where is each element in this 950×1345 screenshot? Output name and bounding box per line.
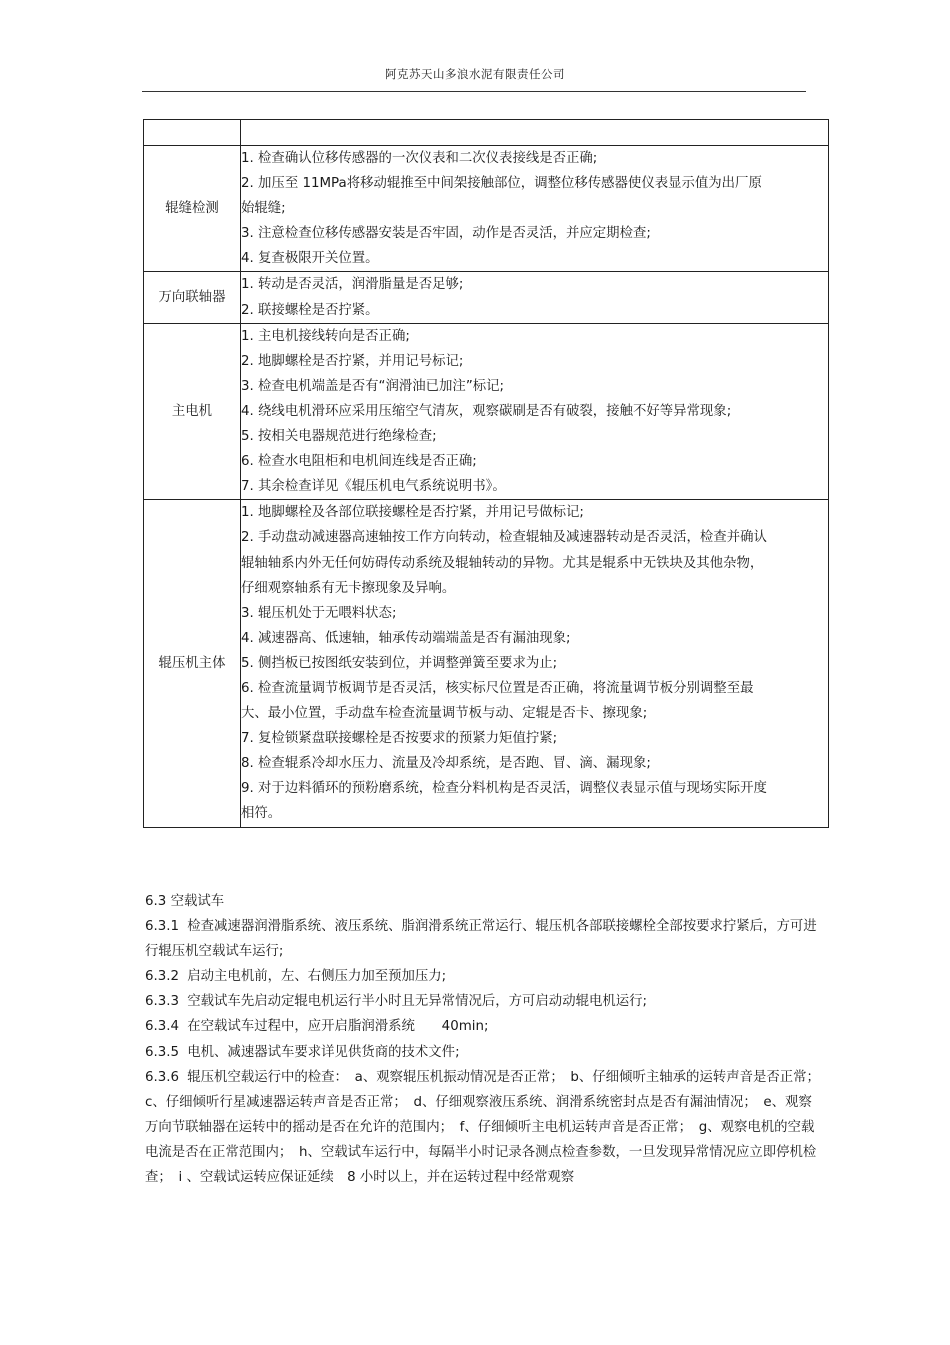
paragraph [145,989,825,1014]
list-item: 1. 检查确认位移传感器的一次仪表和二次仪表接线是否正确; [241,151,598,166]
table-row [144,146,829,272]
list-item: 3. 辊压机处于无喂料状态; [241,605,397,621]
paragraph-number: 6.3.6 [145,1069,180,1085]
list-item: 7. 复检锁紧盘联接螺栓是否按要求的预紧力矩值拧紧; [241,731,558,747]
paragraph-number: 6.3.2 [145,969,180,985]
paragraph-number: 6.3.5 [145,1044,180,1060]
list-item: 6. 检查水电阻柜和电机间连线是否正确; [241,454,477,470]
section-title: 空载试车 [170,894,225,909]
paragraph-number: 6.3.3 [145,994,180,1010]
list-item: 9. 对于边料循环的预粉磨系统，检查分料机构是否灵活，调整仪表显示值与现场实际开度相符。 [241,781,767,822]
list-item: 2. 手动盘动减速器高速轴按工作方向转动，检查辊轴及减速器转动是否灵活，检查并确认辊轴轴系内外无任何妨碍传动系统及辊轴转动的异物。尤其是辊系中无铁块及其他杂物，仔细观察轴系有无卡擦现象及异响。 [241,530,767,596]
list-item: 7. 其余检查详见《辊压机电气系统说明书》。 [241,479,506,495]
paragraph [145,1040,825,1065]
list-item: 2. 地脚螺栓是否拧紧，并用记号标记; [241,353,464,369]
list-item: 2. 联接螺栓是否拧紧。 [241,302,379,318]
inspection-table [143,119,829,828]
list-item: 3. 注意检查位移传感器安装是否牢固，动作是否灵活，并应定期检查; [241,226,651,242]
list-item: 4. 减速器高、低速轴，轴承传动端端盖是否有漏油现象; [241,630,571,646]
list-item: 1. 转动是否灵活，润滑脂量是否足够; [241,277,464,293]
section-heading [145,889,825,914]
paragraph-text: 电机、减速器试车要求详见供货商的技术文件; [187,1044,460,1060]
row-name: 主电机 [144,323,241,500]
paragraph-number: 6.3.4 [145,1019,180,1035]
header-rule [142,91,806,92]
paragraph [145,914,825,964]
blank-cell [241,120,829,146]
paragraph-text: 空载试车先启动定辊电机运行半小时且无异常情况后，方可启动动辊电机运行; [187,994,648,1010]
paragraph [145,1014,825,1039]
row-items [241,146,829,272]
section-no-load-test [145,889,825,1190]
paragraph [145,964,825,989]
row-items [241,500,829,827]
paragraph-number: 6.3.1 [145,919,180,935]
section-number: 6.3 [145,894,167,909]
list-item: 6. 检查流量调节板调节是否灵活，核实标尺位置是否正确，将流量调节板分别调整至最大、最小位置，手动盘车检查流量调节板与动、定辊是否卡、擦现象; [241,680,754,722]
list-item: 5. 侧挡板已按图纸安装到位，并调整弹簧至要求为止; [241,655,558,671]
page-header: 阿克苏天山多浪水泥有限责任公司 [385,67,565,81]
row-name: 辊压机主体 [144,500,241,827]
paragraph-text: 辊压机空载运行中的检查： a、观察辊压机振动情况是否正常； b、仔细倾听主轴承的运转声音是否正常； c、仔细倾听行星减速器运转声音是否正常； d、仔细观察液压系统、润滑系统密封点是否有漏油情况； e、观察万向节联轴器在运转中的摇动是否在允许的范围内； f、仔细倾听主电机运转声音是否正常； g、观察电机的空载电流是否在正常范围内； h、空载试车运行中，每隔半小时记录各测点检查参数，一旦发现异常情况应立即停机检查； i 、空载试运转应保证延续 8 小时以上，并在运转过程中经常观察 [145,1069,827,1186]
list-item: 4. 绕线电机滑环应采用压缩空气清灰，观察碳刷是否有破裂，接触不好等异常现象; [241,403,732,419]
table-row [144,323,829,500]
row-items [241,272,829,323]
list-item: 5. 按相关电器规范进行绝缘检查; [241,429,437,445]
paragraph-text: 检查减速器润滑脂系统、液压系统、脂润滑系统正常运行、辊压机各部联接螺栓全部按要求拧紧后，方可进行辊压机空载试车运行; [145,919,817,960]
paragraph [145,1065,825,1190]
list-item: 2. 加压至 11MPa将移动辊推至中间架接触部位，调整位移传感器使仪表显示值为出厂原始辊缝; [241,176,762,217]
paragraph-text: 在空载试车过程中，应开启脂润滑系统 40min; [187,1019,489,1035]
list-item: 1. 地脚螺栓及各部位联接螺栓是否拧紧，并用记号做标记; [241,505,584,521]
list-item: 1. 主电机接线转向是否正确; [241,328,410,344]
table-row [144,272,829,323]
blank-cell [144,120,241,146]
list-item: 8. 检查辊系冷却水压力、流量及冷却系统，是否跑、冒、滴、漏现象; [241,756,651,772]
row-name: 万向联轴器 [144,272,241,323]
paragraph-text: 启动主电机前，左、右侧压力加至预加压力; [187,969,447,985]
table-row [144,500,829,827]
row-items [241,323,829,500]
table-header-row [144,120,829,146]
list-item: 4. 复查极限开关位置。 [241,251,379,267]
list-item: 3. 检查电机端盖是否有“润滑油已加注”标记; [241,378,505,394]
row-name: 辊缝检测 [144,146,241,272]
